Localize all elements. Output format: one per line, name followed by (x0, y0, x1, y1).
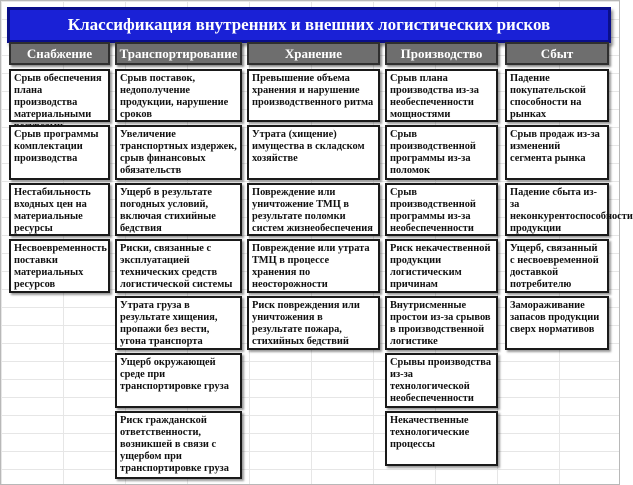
risk-card: Риск повреждения или уничтожения в результате пожара, стихийных бедствий (247, 296, 380, 350)
risk-card: Ущерб окружающей среде при транспортировке груза (115, 353, 242, 408)
column-header-production: Производство (385, 42, 498, 65)
risk-card: Внутрисменные простои из-за срывов в производственной логистике (385, 296, 498, 350)
risk-card: Срывы производства из-за технологической необеспеченности (385, 353, 498, 408)
risk-card: Несвоевременность поставки материальных ресурсов (9, 239, 110, 293)
risk-card: Повреждение или уничтожение ТМЦ в результате поломки систем жизнеобеспечения (247, 183, 380, 236)
risk-card: Падение сбыта из-за неконкурентоспособности продукции (505, 183, 609, 236)
risk-card: Риск некачественной продукции логистическим причинам (385, 239, 498, 293)
risk-card: Падение покупательской способности на рынках (505, 69, 609, 122)
column-header-supply: Снабжение (9, 42, 110, 65)
risk-card: Срыв плана производства из-за необеспеченности мощностями (385, 69, 498, 122)
risk-card: Ущерб, связанный с несвоевременной доставкой потребителю (505, 239, 609, 293)
risk-card: Срыв продаж из-за изменений сегмента рынка (505, 125, 609, 180)
risk-card: Срыв поставок, недополучение продукции, нарушение сроков (115, 69, 242, 122)
risk-card: Нестабильность входных цен на материальные ресурсы (9, 183, 110, 236)
risk-card: Риск гражданской ответственности, возникшей в связи с ущербом при транспортировке груза (115, 411, 242, 479)
risk-card: Риски, связанные с эксплуатацией технических средств логистической системы (115, 239, 242, 293)
column-header-transportation: Транспортирование (115, 42, 242, 65)
diagram-title: Классификация внутренних и внешних логистических рисков (7, 7, 611, 43)
column-header-sales: Сбыт (505, 42, 609, 65)
risk-card: Некачественные технологические процессы (385, 411, 498, 466)
risk-card: Срыв производственной программы из-за необеспеченности (385, 183, 498, 236)
risk-card: Срыв производственной программы из-за поломок (385, 125, 498, 180)
risk-card: Ущерб в результате погодных условий, включая стихийные бедствия (115, 183, 242, 236)
risk-card: Срыв обеспечения плана производства материальными (9, 69, 110, 122)
column-header-storage: Хранение (247, 42, 380, 65)
risk-card: Повреждение или утрата ТМЦ в процессе хранения по неосторожности (247, 239, 380, 293)
risk-card: Превышение объема хранения и нарушение производственного ритма (247, 69, 380, 122)
risk-card: Срыв программы комплектации производства (9, 125, 110, 180)
risk-card: Утрата груза в результате хищения, пропажи без вести, угона транспорта (115, 296, 242, 350)
risk-card: Утрата (хищение) имущества в складском хозяйстве (247, 125, 380, 180)
risk-card: Замораживание запасов продукции сверх нормативов (505, 296, 609, 350)
risk-card: Увеличение транспортных издержек, срыв финансовых обязательств (115, 125, 242, 180)
